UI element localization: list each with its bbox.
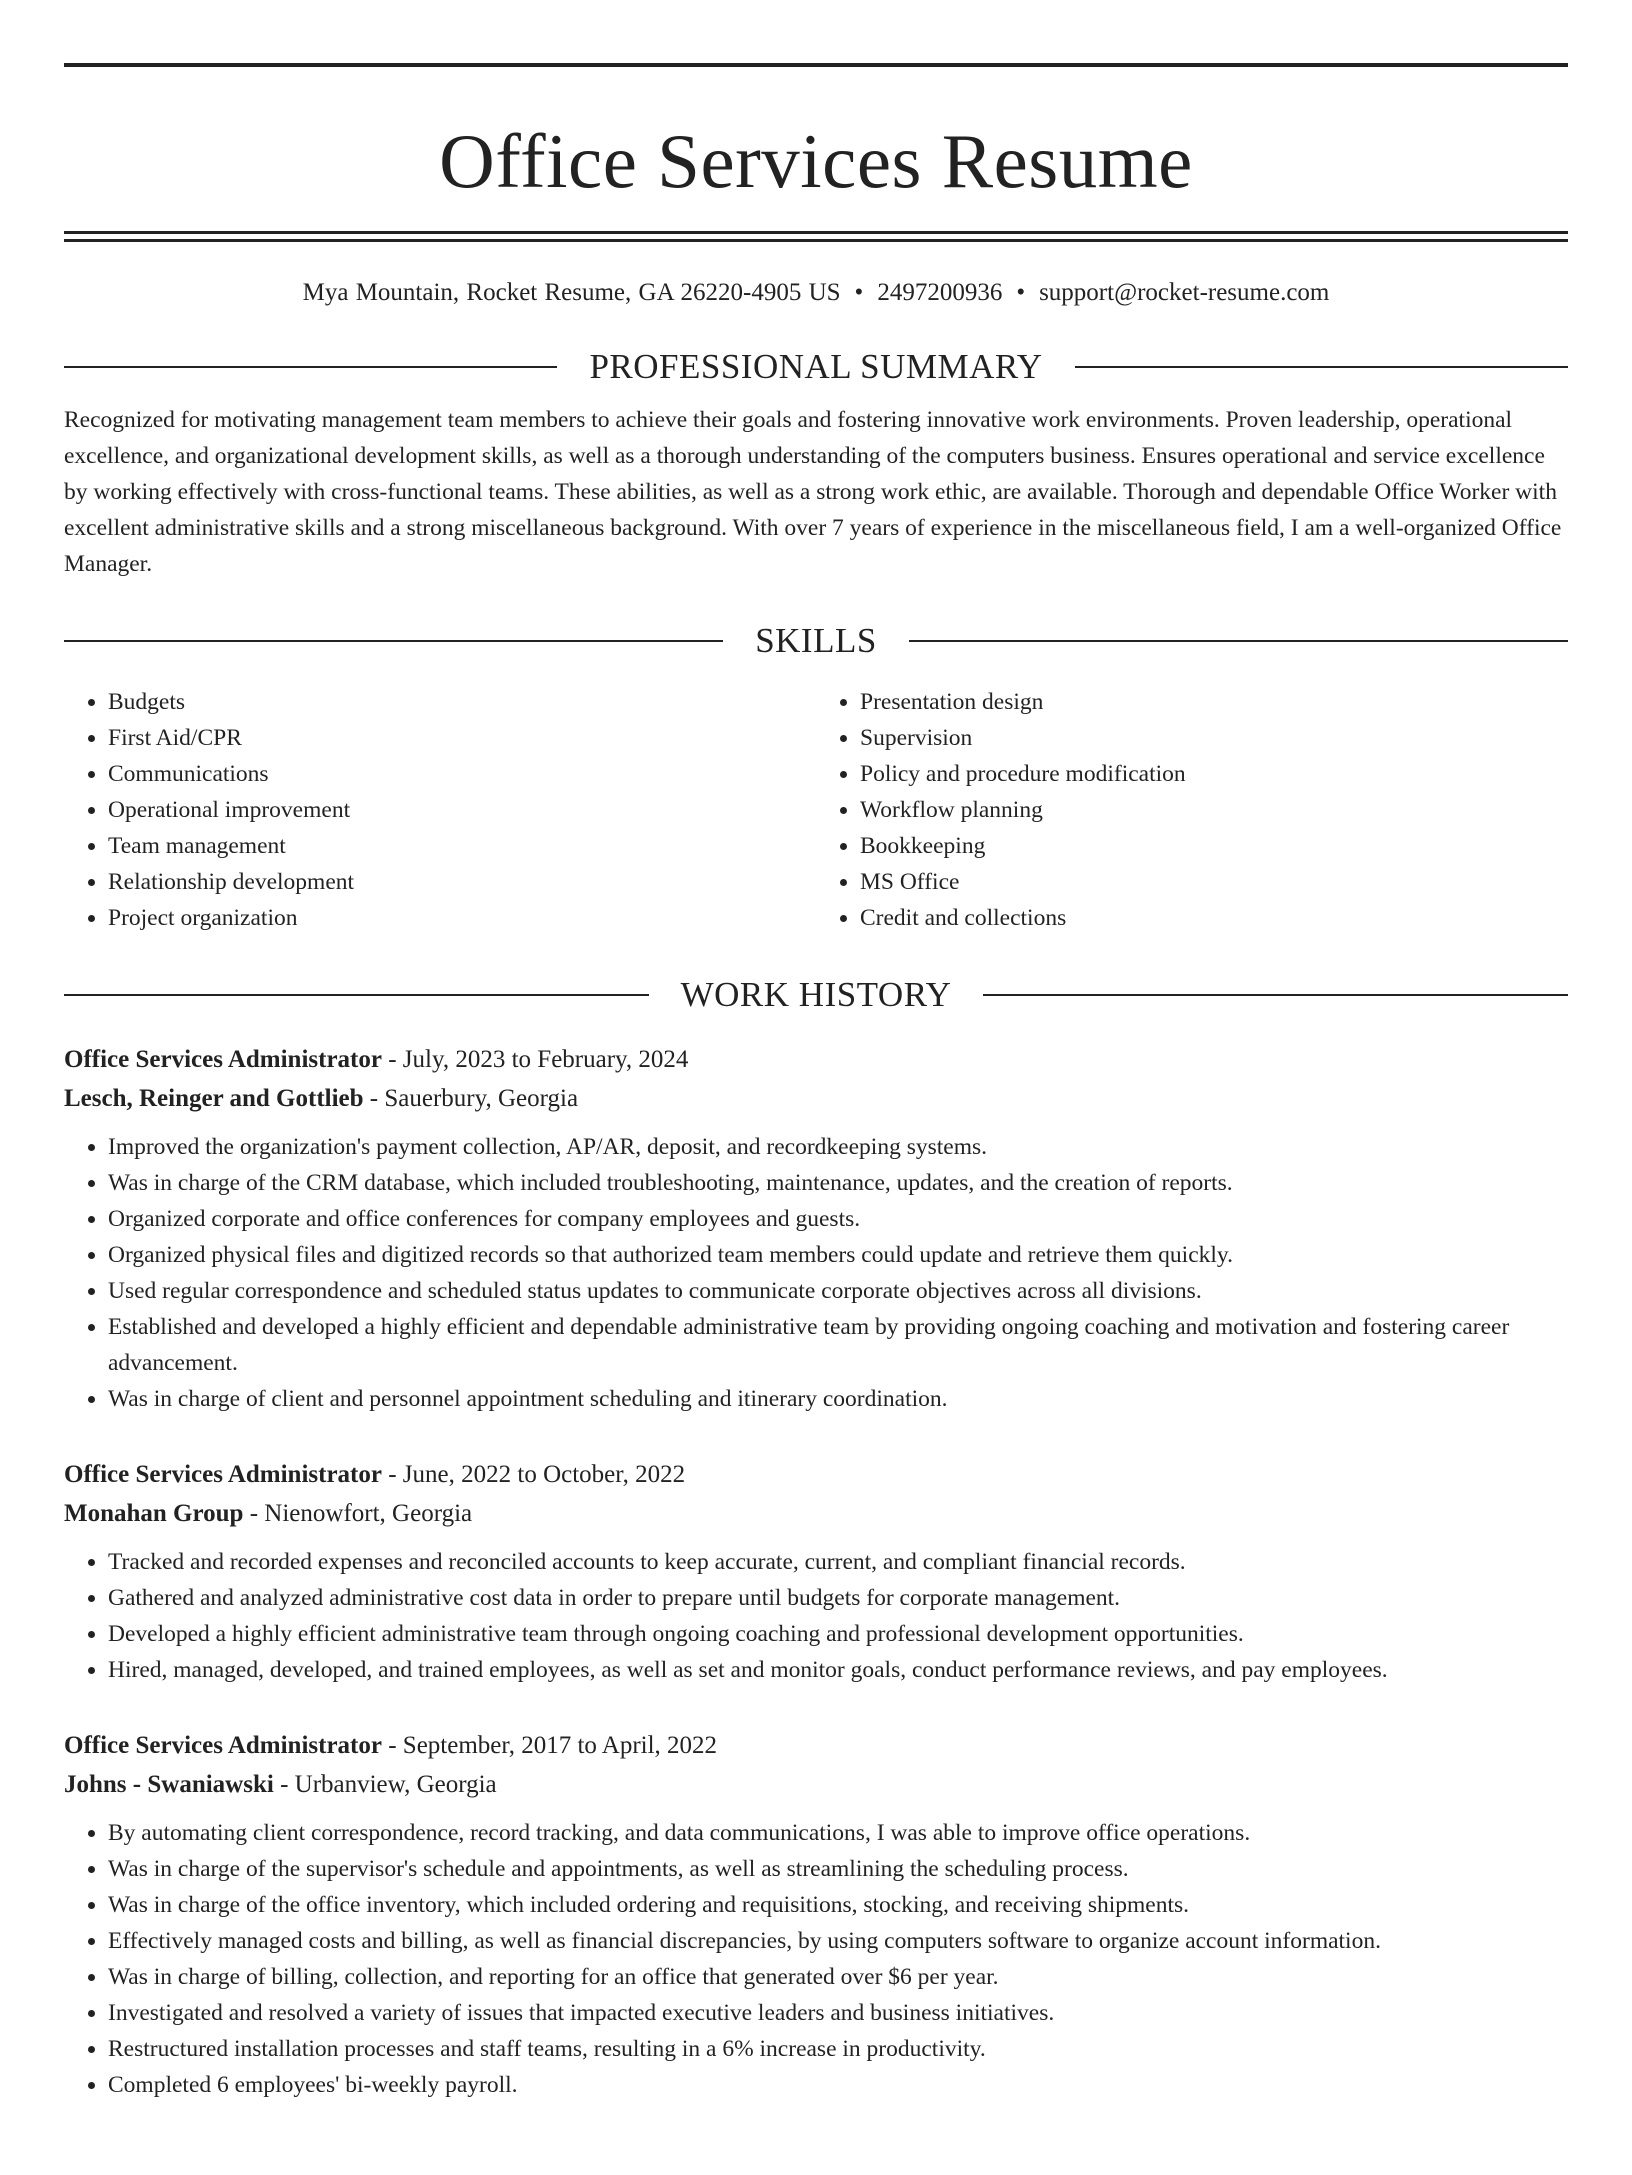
- job-company: Monahan Group: [64, 1500, 244, 1527]
- section-title: PROFESSIONAL SUMMARY: [589, 347, 1043, 386]
- heading-rule-left: [64, 994, 649, 996]
- resume-title: Office Services Resume: [439, 118, 1193, 204]
- skill-item: • Budgets: [108, 684, 816, 720]
- job-title: Office Services Administrator: [64, 1046, 382, 1073]
- skill-item: • MS Office: [860, 864, 1568, 900]
- contact-email: support@rocket-resume.com: [1039, 279, 1330, 306]
- job-title-line: [64, 1040, 1568, 1079]
- job-bullet: • Tracked and recorded expenses and reconciled accounts to keep accurate, current, and compliant financial records.: [108, 1544, 1568, 1580]
- skill-item: • Team management: [108, 828, 816, 864]
- job-bullets: [64, 1129, 1568, 1417]
- job-title: Office Services Administrator: [64, 1461, 382, 1488]
- heading-rule-left: [64, 366, 557, 368]
- work-section-heading: [64, 974, 1568, 1016]
- skill-item: • Policy and procedure modification: [860, 756, 1568, 792]
- title-double-rule: [64, 231, 1568, 242]
- skill-item: • Project organization: [108, 900, 816, 936]
- skill-item: • Communications: [108, 756, 816, 792]
- job-company-line: [64, 1494, 1568, 1533]
- job-bullet: • Completed 6 employees' bi-weekly payroll.: [108, 2067, 1568, 2103]
- contact-separator: •: [854, 279, 864, 306]
- job-bullet: • Gathered and analyzed administrative cost data in order to prepare until budgets for corporate management.: [108, 1580, 1568, 1616]
- job-title-line: [64, 1726, 1568, 1765]
- heading-rule-right: [909, 640, 1568, 642]
- heading-rule-left: [64, 640, 723, 642]
- skills-column-right: [816, 684, 1568, 936]
- job-title-line: [64, 1455, 1568, 1494]
- skill-item: • Relationship development: [108, 864, 816, 900]
- job-location: - Urbanview, Georgia: [273, 1771, 497, 1798]
- skill-item: • Workflow planning: [860, 792, 1568, 828]
- section-title: WORK HISTORY: [680, 975, 952, 1014]
- job-dates: - September, 2017 to April, 2022: [381, 1732, 718, 1759]
- job-bullet: • Was in charge of the CRM database, which included troubleshooting, maintenance, updates, and the creation of reports.: [108, 1165, 1568, 1201]
- job-title: Office Services Administrator: [64, 1732, 382, 1759]
- skills-section-heading: [64, 620, 1568, 662]
- skills-column-left: [64, 684, 816, 936]
- job-bullet: • Was in charge of the supervisor's schedule and appointments, as well as streamlining the scheduling process.: [108, 1851, 1568, 1887]
- skill-item: • Presentation design: [860, 684, 1568, 720]
- summary-section-heading: [64, 346, 1568, 388]
- job-entry: [64, 1040, 1568, 1417]
- job-bullet: • Investigated and resolved a variety of issues that impacted executive leaders and business initiatives.: [108, 1995, 1568, 2031]
- skill-item: • First Aid/CPR: [108, 720, 816, 756]
- job-bullet: • Established and developed a highly efficient and dependable administrative team by providing ongoing coaching and motivation and fostering career advancement.: [108, 1309, 1568, 1381]
- section-title: SKILLS: [755, 621, 877, 660]
- skill-item: • Credit and collections: [860, 900, 1568, 936]
- job-bullets: [64, 1815, 1568, 2103]
- job-company-line: [64, 1079, 1568, 1118]
- job-dates: - June, 2022 to October, 2022: [381, 1461, 686, 1488]
- job-bullet: • Developed a highly efficient administrative team through ongoing coaching and professional development opportunities.: [108, 1616, 1568, 1652]
- job-bullet: • Organized physical files and digitized records so that authorized team members could update and retrieve them quickly.: [108, 1237, 1568, 1273]
- job-bullet: • Improved the organization's payment collection, AP/AR, deposit, and recordkeeping systems.: [108, 1129, 1568, 1165]
- job-bullet: • Used regular correspondence and scheduled status updates to communicate corporate objectives across all divisions.: [108, 1273, 1568, 1309]
- job-bullet: • By automating client correspondence, record tracking, and data communications, I was able to improve office operations.: [108, 1815, 1568, 1851]
- job-bullet: • Organized corporate and office conferences for company employees and guests.: [108, 1201, 1568, 1237]
- skill-item: • Bookkeeping: [860, 828, 1568, 864]
- job-bullet: • Effectively managed costs and billing, as well as financial discrepancies, by using computers software to organize account information.: [108, 1923, 1568, 1959]
- job-company: Lesch, Reinger and Gottlieb: [64, 1085, 364, 1112]
- contact-separator: •: [1016, 279, 1026, 306]
- contact-line: [64, 278, 1568, 308]
- job-entry: [64, 1726, 1568, 2103]
- skill-item: • Operational improvement: [108, 792, 816, 828]
- resume-page: [0, 63, 1632, 2175]
- job-location: - Nienowfort, Georgia: [243, 1500, 473, 1527]
- heading-rule-right: [983, 994, 1568, 996]
- contact-address: Mya Mountain, Rocket Resume, GA 26220-4905 US: [302, 279, 841, 306]
- job-dates: - July, 2023 to February, 2024: [381, 1046, 689, 1073]
- job-bullet: • Restructured installation processes and staff teams, resulting in a 6% increase in productivity.: [108, 2031, 1568, 2067]
- job-bullet: • Was in charge of the office inventory, which included ordering and requisitions, stocking, and receiving shipments.: [108, 1887, 1568, 1923]
- heading-rule-right: [1075, 366, 1568, 368]
- job-entry: [64, 1455, 1568, 1688]
- job-bullet: • Hired, managed, developed, and trained employees, as well as set and monitor goals, conduct performance reviews, and pay employees.: [108, 1652, 1568, 1688]
- skill-item: • Supervision: [860, 720, 1568, 756]
- job-bullet: • Was in charge of client and personnel appointment scheduling and itinerary coordination.: [108, 1381, 1568, 1417]
- job-bullets: [64, 1544, 1568, 1688]
- job-company-line: [64, 1765, 1568, 1804]
- summary-text: Recognized for motivating management team members to achieve their goals and fostering innovative work environments. Proven leadership, operational excellence, and organizational development skills, as well as a thorough understanding of the computers business. Ensures operational and service excellence by working effectively with cross-functional teams. These abilities, as well as a strong work ethic, are available. Thorough and dependable Office Worker with excellent administrative skills and a strong miscellaneous background. With over 7 years of experience in the miscellaneous field, I am a well-organized Office Manager.: [64, 407, 1562, 577]
- job-company: Johns - Swaniawski: [64, 1771, 274, 1798]
- skills-list: [64, 684, 1568, 936]
- job-bullet: • Was in charge of billing, collection, and reporting for an office that generated over $6 per year.: [108, 1959, 1568, 1995]
- contact-phone: 2497200936: [877, 279, 1003, 306]
- job-location: - Sauerbury, Georgia: [363, 1085, 579, 1112]
